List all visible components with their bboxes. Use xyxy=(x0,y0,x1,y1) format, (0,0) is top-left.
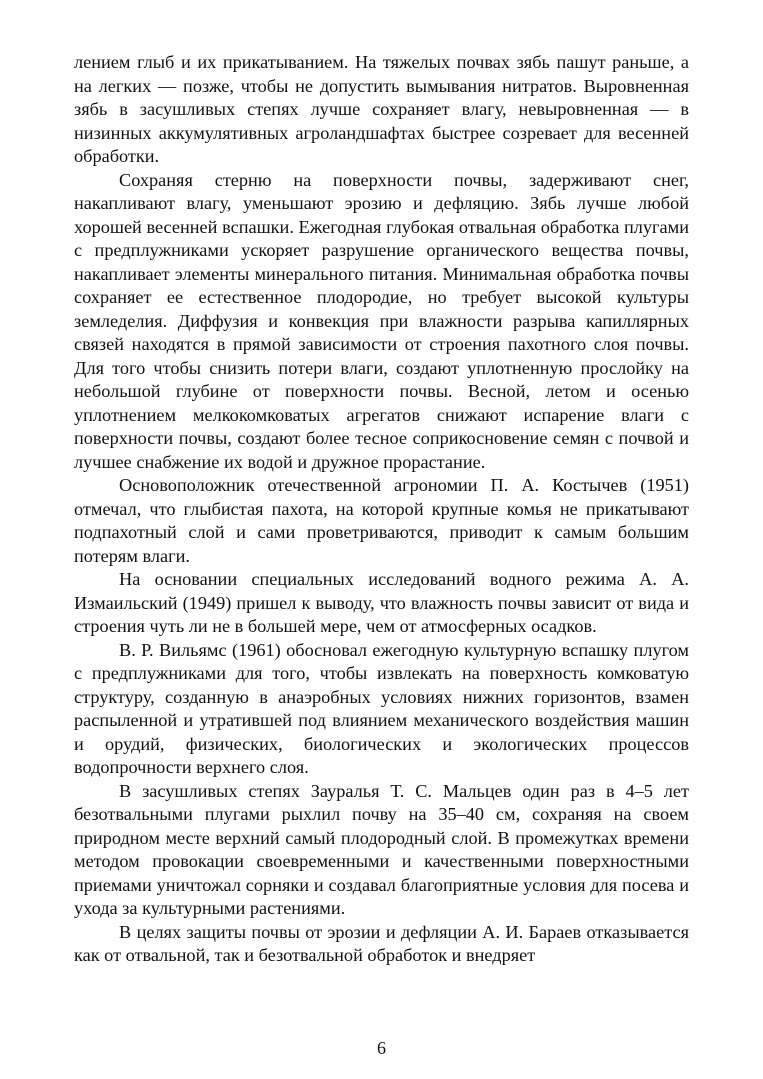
paragraph-baraev: В целях защиты почвы от эрозии и дефляции А. И. Бараев отказывается как от отвальной, так и безотвальной обработок и внедряет xyxy=(74,921,689,965)
paragraph-kostychev: Основоположник отечественной агрономии П. А. Костычев (1951) отмечал, что глыбистая пахота, на которой крупные комья не прикатывают подпахотный слой и сами проветриваются, приводит к самым большим потерям влаги. xyxy=(74,475,689,566)
page-number: 6 xyxy=(377,1038,386,1058)
paragraph-continued: лением глыб и их прикатыванием. На тяжелых почвах зябь пашут раньше, а на легких — позже, чтобы не допустить вымывания нитратов. Выровненная зябь в засушливых степях лучше сохраняет влагу, невыровненная — в низинных аккумулятивных агроландшафтах быстрее созревает для весенней обработки. xyxy=(74,52,689,166)
paragraph-stubble: Сохраняя стерню на поверхности почвы, задерживают снег, накапливают влагу, уменьшают эрозию и дефляцию. Зябь лучше любой хорошей весенней вспашки. Ежегодная глубокая отвальная обработка плугами с предплужниками ускоряет разрушение органического вещества почвы, накапливает элементы минерального питания. Минимальная обработка почвы сохраняет ее естественное плодородие, но требует высокой культуры земледелия. Диффузия и конвекция при влажности разрыва капиллярных связей находятся в прямой зависимости от строения пахотного слоя почвы. Для того чтобы снизить потери влаги, создают уплотненную прослойку на небольшой глубине от поверхности почвы. Весной, летом и осенью уплотнением мелкокомковатых агрегатов снижают испарение влаги с поверхности почвы, создают более тесное соприкосновение семян с почвой и лучшее снабжение их водой и дружное прорастание. xyxy=(74,169,689,472)
paragraph-izmailsky: На основании специальных исследований водного режима А. А. Измаильский (1949) пришел к выводу, что влажность почвы зависит от вида и строения чуть ли не в большей мере, чем от атмосферных осадков. xyxy=(74,569,689,636)
paragraph-williams: В. Р. Вильямс (1961) обосновал ежегодную культурную вспашку плугом с предплужниками для того, чтобы извлекать на поверхность комковатую структуру, созданную в анаэробных условиях нижних горизонтов, взамен распыленной и утратившей под влиянием механического воздействия машин и орудий, физических, биологических и экологических процессов водопрочности верхнего слоя. xyxy=(74,639,689,777)
page-body xyxy=(74,51,689,968)
paragraph-maltsev: В засушливых степях Зауралья Т. С. Мальцев один раз в 4–5 лет безотвальными плугами рыхлил почву на 35–40 см, сохраняя на своем природном месте верхний самый плодородный слой. В промежутках времени методом провокации своевременными и качественными поверхностными приемами уничтожал сорняки и создавал благоприятные условия для посева и ухода за культурными растениями. xyxy=(74,780,689,918)
